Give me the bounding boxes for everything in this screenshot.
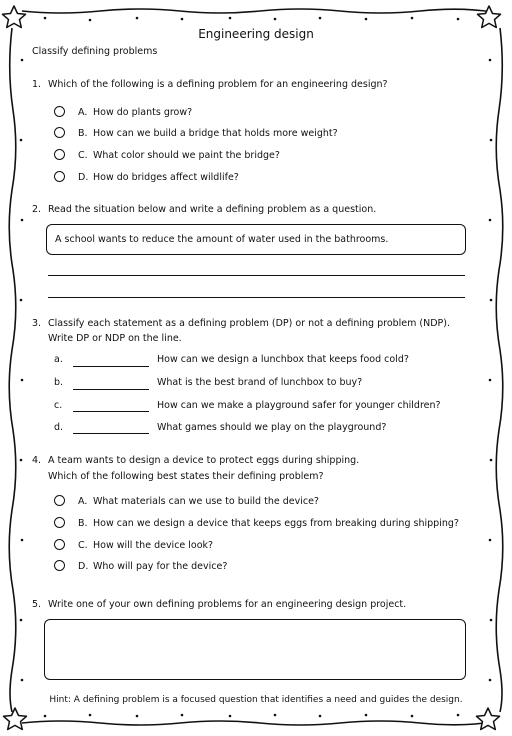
star-icon — [3, 6, 26, 28]
option-letter: B. — [78, 518, 88, 529]
radio-bubble[interactable] — [54, 539, 65, 550]
right-border — [496, 28, 503, 712]
radio-bubble[interactable] — [54, 517, 65, 528]
page-title: Engineering design — [198, 27, 314, 41]
radio-bubble[interactable] — [54, 560, 65, 571]
situation-box — [46, 224, 466, 255]
situation-text: A school wants to reduce the amount of water used in the bathrooms. — [55, 234, 389, 245]
answer-blank[interactable] — [73, 433, 149, 434]
item-letter: d. — [54, 422, 64, 433]
item-letter: b. — [54, 377, 64, 388]
answer-line[interactable] — [48, 275, 465, 276]
top-border — [22, 9, 492, 13]
radio-bubble[interactable] — [54, 149, 65, 160]
q4-text-line1: A team wants to design a device to protect eggs during shipping. — [48, 455, 360, 466]
q2-text: Read the situation below and write a defining problem as a question. — [48, 204, 377, 215]
option-text: What color should we paint the bridge? — [93, 150, 280, 161]
item-letter: c. — [54, 400, 63, 411]
star-icon — [4, 708, 27, 730]
option-letter: D. — [78, 561, 89, 572]
radio-bubble[interactable] — [54, 106, 65, 117]
q4-number: 4. — [32, 455, 42, 466]
q1-text: Which of the following is a defining problem for an engineering design? — [48, 79, 388, 90]
option-text: What materials can we use to build the device? — [93, 496, 319, 507]
star-icon — [477, 708, 500, 730]
option-letter: C. — [78, 540, 88, 551]
border-dots — [20, 17, 493, 718]
answer-box[interactable] — [44, 619, 466, 680]
option-text: Who will pay for the device? — [93, 561, 228, 572]
option-text: How can we design a device that keeps eggs from breaking during shipping? — [93, 518, 459, 529]
option-letter: B. — [78, 128, 88, 139]
item-letter: a. — [54, 354, 63, 365]
radio-bubble[interactable] — [54, 171, 65, 182]
q4-text-line2: Which of the following best states their defining problem? — [48, 471, 324, 482]
q3-text-line2: Write DP or NDP on the line. — [48, 333, 182, 344]
answer-blank[interactable] — [73, 389, 149, 390]
option-text: How do bridges affect wildlife? — [93, 172, 239, 183]
option-letter: A. — [78, 107, 88, 118]
item-text: What games should we play on the playground? — [157, 422, 387, 433]
q1-number: 1. — [32, 79, 42, 90]
star-icon — [478, 6, 501, 28]
left-border — [9, 28, 16, 712]
option-text: How do plants grow? — [93, 107, 193, 118]
q3-text-line1: Classify each statement as a defining problem (DP) or not a defining problem (NDP). — [48, 318, 450, 329]
answer-line[interactable] — [48, 297, 465, 298]
answer-blank[interactable] — [73, 411, 149, 412]
q2-number: 2. — [32, 204, 42, 215]
hint-text: Hint: A defining problem is a focused question that identifies a need and guides the design. — [49, 695, 463, 705]
q5-number: 5. — [32, 599, 42, 610]
item-text: How can we make a playground safer for younger children? — [157, 400, 441, 411]
item-text: What is the best brand of lunchbox to buy? — [157, 377, 363, 388]
option-text: How can we build a bridge that holds more weight? — [93, 128, 338, 139]
option-letter: A. — [78, 496, 88, 507]
option-letter: D. — [78, 172, 89, 183]
page-subtitle: Classify defining problems — [32, 46, 158, 57]
item-text: How can we design a lunchbox that keeps food cold? — [157, 354, 409, 365]
bottom-border — [22, 721, 492, 725]
q5-text: Write one of your own defining problems for an engineering design project. — [48, 599, 407, 610]
option-text: How will the device look? — [93, 540, 214, 551]
answer-blank[interactable] — [73, 366, 149, 367]
radio-bubble[interactable] — [54, 127, 65, 138]
q3-number: 3. — [32, 318, 42, 329]
option-letter: C. — [78, 150, 88, 161]
radio-bubble[interactable] — [54, 495, 65, 506]
